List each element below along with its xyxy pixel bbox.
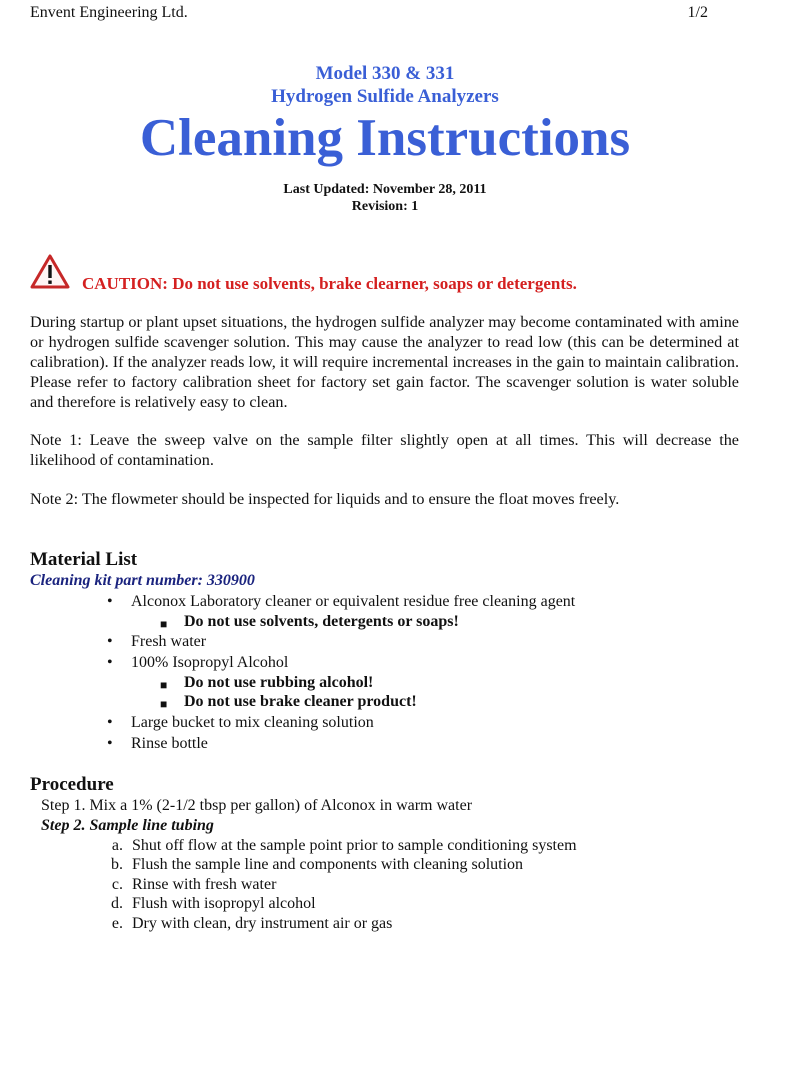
bullet-icon: • <box>107 714 113 731</box>
bullet-icon: • <box>107 633 113 650</box>
material-list-heading: Material List <box>30 549 138 570</box>
step-1: Step 1. Mix a 1% (2-1/2 tbsp per gallon) of Alconox in warm water <box>41 797 473 814</box>
last-updated: Last Updated: November 28, 2011 <box>283 182 487 197</box>
page-number: 1/2 <box>687 4 708 21</box>
bullet-icon: • <box>107 654 113 671</box>
square-bullet-icon: ■ <box>160 697 168 711</box>
step-2: Step 2. Sample line tubing <box>41 817 214 834</box>
bullet-icon: • <box>107 735 113 752</box>
caution-text: CAUTION: Do not use solvents, brake clearner, soaps or detergents. <box>82 274 577 293</box>
kit-part-number: Cleaning kit part number: 330900 <box>30 572 255 589</box>
revision: Revision: 1 <box>351 199 419 214</box>
bullet-icon: • <box>107 593 113 610</box>
square-bullet-icon: ■ <box>160 678 168 692</box>
page-title: Cleaning Instructions <box>139 109 631 167</box>
model-line: Model 330 & 331 <box>315 63 455 84</box>
procedure-heading: Procedure <box>30 774 114 795</box>
note-1: Note 1: Leave the sweep valve on the sample filter slightly open at all times. This will decrease the likelihood of contamination. <box>30 431 739 469</box>
header-company: Envent Engineering Ltd. <box>30 4 188 21</box>
square-bullet-icon: ■ <box>160 617 168 631</box>
subtitle: Hydrogen Sulfide Analyzers <box>271 86 499 107</box>
warning-triangle-icon <box>30 254 70 290</box>
note-2: Note 2: The flowmeter should be inspected for liquids and to ensure the float moves freely. <box>30 490 620 508</box>
intro-paragraph: During startup or plant upset situations, the hydrogen sulfide analyzer may become contaminated with amine or hydrogen sulfide scavenger solution. This may cause the analyzer to read low (this can be determined at calibration). If the analyzer reads low, it will require incremental increases in the gain to maintain calibration. Please refer to factory calibration sheet for factory set gain factor. The scavenger solution is water soluble and therefore is relatively easy to clean. <box>30 313 739 411</box>
